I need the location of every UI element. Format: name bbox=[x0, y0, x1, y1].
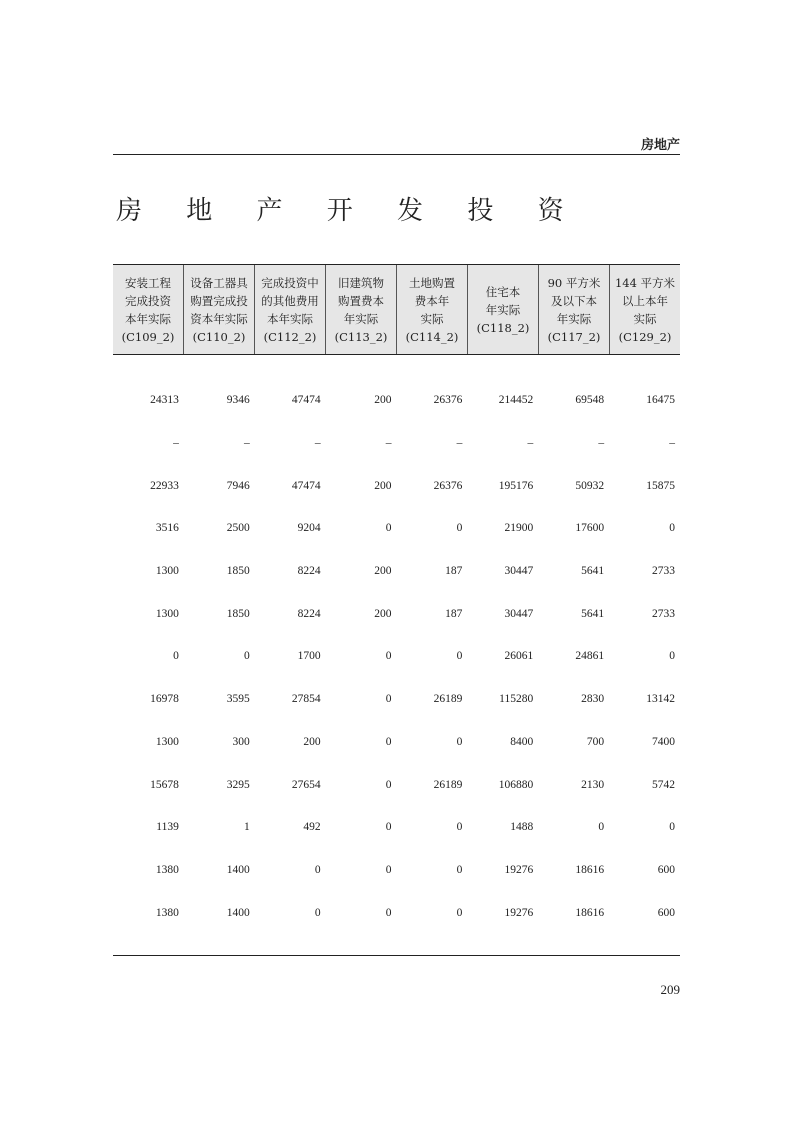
table-cell: 1300 bbox=[155, 735, 179, 748]
table-cell: 0 bbox=[456, 650, 463, 663]
table-cell: 200 bbox=[374, 394, 392, 407]
table-cell: 1850 bbox=[226, 607, 250, 620]
table-cell: 1700 bbox=[297, 650, 321, 663]
table-cell: 19276 bbox=[504, 863, 534, 876]
table-cell: 3595 bbox=[226, 693, 250, 706]
table-cell: 200 bbox=[374, 565, 392, 578]
table-cell: 1 bbox=[244, 821, 250, 834]
table-cell: 0 bbox=[456, 522, 463, 535]
table-cell: 7400 bbox=[652, 735, 675, 748]
table-row bbox=[113, 678, 680, 721]
table-cell: 1380 bbox=[155, 863, 179, 876]
table-cell: 1139 bbox=[156, 821, 179, 834]
table-cell: 195176 bbox=[498, 479, 534, 492]
table-cell: 1400 bbox=[226, 906, 250, 919]
table-cell: 492 bbox=[303, 821, 321, 834]
table-cell: 115280 bbox=[499, 693, 534, 706]
column-header: 土地购置 费本年 实际 (C114_2) bbox=[397, 265, 468, 354]
table-cell: 1380 bbox=[155, 906, 179, 919]
table-cell: 7946 bbox=[226, 479, 250, 492]
table-cell: – bbox=[527, 437, 534, 450]
page-number: 209 bbox=[660, 982, 680, 997]
column-header: 旧建筑物 购置费本 年实际 (C113_2) bbox=[326, 265, 397, 354]
table-cell: 0 bbox=[598, 821, 605, 834]
column-header: 90 平方米 及以下本 年实际 (C117_2) bbox=[539, 265, 610, 354]
table-cell: 2500 bbox=[226, 522, 250, 535]
table-cell: 2130 bbox=[581, 778, 605, 791]
table-cell: 600 bbox=[657, 863, 675, 876]
column-header: 住宅本 年实际 (C118_2) bbox=[468, 265, 539, 354]
table-cell: 1488 bbox=[510, 821, 534, 834]
table-row bbox=[113, 507, 680, 550]
table-cell: 9204 bbox=[297, 522, 321, 535]
table-cell: 26189 bbox=[433, 778, 463, 791]
table-cell: 26189 bbox=[433, 693, 463, 706]
bottom-rule bbox=[113, 955, 680, 956]
table-row bbox=[113, 721, 680, 764]
table-cell: 24313 bbox=[150, 394, 179, 407]
table-row bbox=[113, 422, 680, 465]
column-header: 144 平方米 以上本年 实际 (C129_2) bbox=[614, 275, 676, 344]
table-cell: 27654 bbox=[291, 778, 321, 791]
section-label: 房地产 bbox=[640, 138, 680, 153]
table-cell: 18616 bbox=[575, 863, 605, 876]
table-cell: 26376 bbox=[433, 394, 463, 407]
table-cell: 0 bbox=[173, 650, 179, 663]
table-cell: 187 bbox=[445, 565, 463, 578]
table-cell: 0 bbox=[456, 821, 463, 834]
table-cell: 26061 bbox=[504, 650, 534, 663]
table-cell: 3516 bbox=[155, 522, 179, 535]
table-cell: – bbox=[669, 437, 675, 450]
table-cell: 0 bbox=[385, 863, 392, 876]
table-row bbox=[113, 550, 680, 593]
table-cell: 1400 bbox=[226, 863, 250, 876]
table-cell: 0 bbox=[385, 522, 392, 535]
table-cell: – bbox=[173, 437, 179, 450]
table-cell: 300 bbox=[232, 735, 250, 748]
table-row bbox=[113, 763, 680, 806]
table-cell: 5742 bbox=[652, 778, 675, 791]
table-cell: 0 bbox=[669, 650, 675, 663]
table-row bbox=[113, 464, 680, 507]
table-row bbox=[113, 849, 680, 892]
table-cell: 0 bbox=[385, 650, 392, 663]
table-cell: 26376 bbox=[433, 479, 463, 492]
table-cell: 13142 bbox=[646, 693, 675, 706]
table-cell: 8224 bbox=[297, 565, 321, 578]
table-cell: 200 bbox=[374, 479, 392, 492]
table-cell: 200 bbox=[303, 735, 321, 748]
table-cell: 0 bbox=[385, 821, 392, 834]
table-cell: 5641 bbox=[581, 565, 605, 578]
table-cell: 0 bbox=[669, 522, 675, 535]
table-cell: 1300 bbox=[155, 607, 179, 620]
table-cell: 30447 bbox=[504, 607, 534, 620]
table-cell: 8400 bbox=[510, 735, 534, 748]
table-cell: 2733 bbox=[652, 607, 675, 620]
page-title: 房 地 产 开 发 投 资 bbox=[116, 196, 582, 226]
table-cell: 3295 bbox=[226, 778, 250, 791]
top-rule bbox=[113, 154, 680, 155]
table-row bbox=[113, 806, 680, 849]
table-cell: 700 bbox=[586, 735, 605, 748]
table-cell: 9346 bbox=[226, 394, 250, 407]
table-cell: 0 bbox=[244, 650, 250, 663]
table-cell: 50932 bbox=[575, 479, 605, 492]
table-cell: 16978 bbox=[150, 693, 179, 706]
table-body bbox=[113, 379, 680, 934]
table-cell: 24861 bbox=[575, 650, 605, 663]
data-table bbox=[113, 264, 680, 934]
table-cell: 47474 bbox=[291, 394, 321, 407]
table-cell: – bbox=[314, 437, 321, 450]
table-cell: – bbox=[598, 437, 605, 450]
table-header-row bbox=[113, 264, 680, 355]
table-cell: 1300 bbox=[155, 565, 179, 578]
table-row bbox=[113, 891, 680, 934]
table-cell: 0 bbox=[385, 906, 392, 919]
table-cell: 0 bbox=[456, 863, 463, 876]
table-cell: 0 bbox=[314, 906, 321, 919]
table-cell: 22933 bbox=[150, 479, 179, 492]
table-cell: 5641 bbox=[581, 607, 605, 620]
table-cell: 214452 bbox=[498, 394, 534, 407]
column-header: 设备工器具 购置完成投 资本年实际 (C110_2) bbox=[184, 265, 255, 354]
table-cell: 106880 bbox=[498, 778, 534, 791]
column-header: 安装工程 完成投资 本年实际 (C109_2) bbox=[113, 265, 184, 354]
table-cell: 0 bbox=[314, 863, 321, 876]
table-cell: 2830 bbox=[581, 693, 605, 706]
table-row bbox=[113, 379, 680, 422]
table-cell: 30447 bbox=[504, 565, 534, 578]
column-header: 完成投资中 的其他费用 本年实际 (C112_2) bbox=[255, 265, 326, 354]
table-cell: 200 bbox=[374, 607, 392, 620]
table-cell: 600 bbox=[657, 906, 675, 919]
table-row bbox=[113, 592, 680, 635]
table-cell: 0 bbox=[385, 735, 392, 748]
table-cell: – bbox=[244, 437, 250, 450]
table-cell: 17600 bbox=[575, 522, 605, 535]
table-cell: 0 bbox=[456, 906, 463, 919]
table-row bbox=[113, 635, 680, 678]
table-cell: 0 bbox=[385, 693, 392, 706]
table-cell: 0 bbox=[669, 821, 675, 834]
table-cell: 8224 bbox=[297, 607, 321, 620]
table-cell: 16475 bbox=[646, 394, 675, 407]
table-cell: 2733 bbox=[652, 565, 675, 578]
table-cell: 19276 bbox=[504, 906, 534, 919]
table-cell: 0 bbox=[385, 778, 392, 791]
table-cell: 21900 bbox=[504, 522, 534, 535]
table-cell: 69548 bbox=[575, 394, 605, 407]
table-cell: – bbox=[385, 437, 392, 450]
table-cell: 15875 bbox=[646, 479, 675, 492]
table-cell: 15678 bbox=[150, 778, 179, 791]
table-cell: 187 bbox=[445, 607, 463, 620]
table-cell: 18616 bbox=[575, 906, 605, 919]
table-cell: – bbox=[456, 437, 463, 450]
table-cell: 27854 bbox=[291, 693, 321, 706]
table-cell: 47474 bbox=[291, 479, 321, 492]
table-cell: 0 bbox=[456, 735, 463, 748]
table-cell: 1850 bbox=[226, 565, 250, 578]
